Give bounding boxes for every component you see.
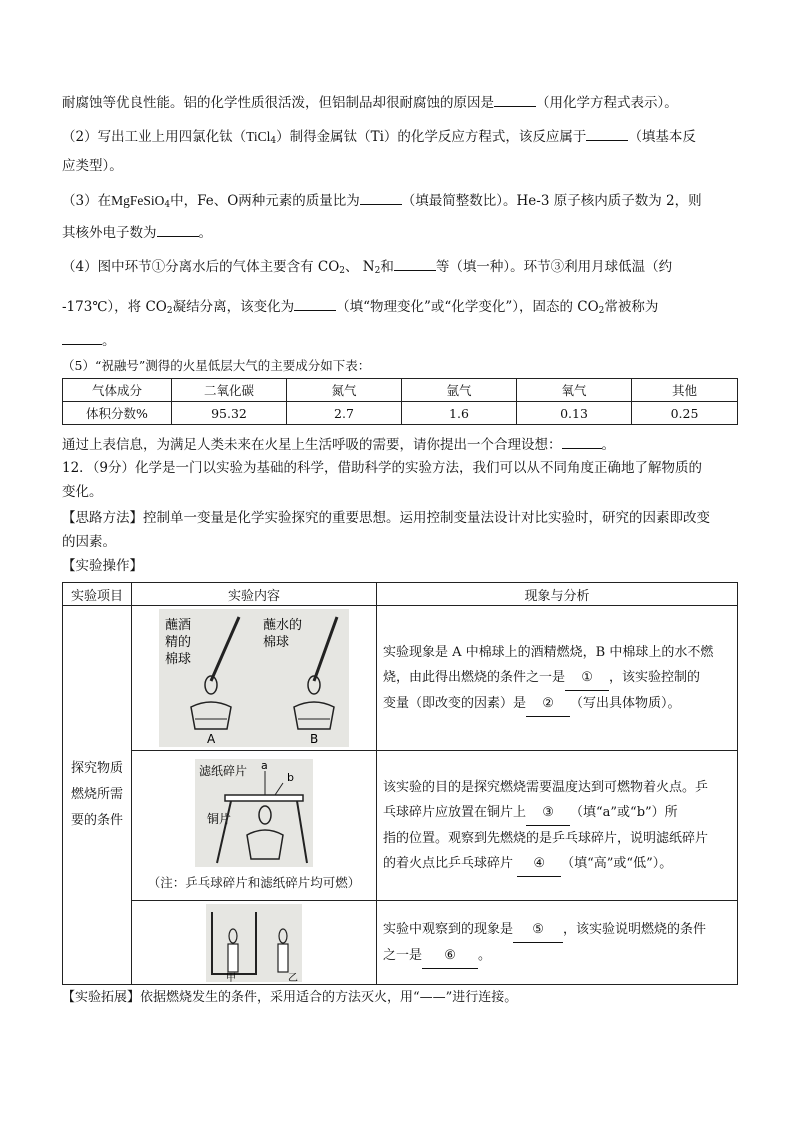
experiment-project-cell	[63, 606, 132, 985]
q11-p4-line2-post: （填“物理变化”或“化学变化”），固态的 CO	[336, 299, 599, 315]
answer-blank[interactable]: ⑤	[513, 917, 563, 943]
figure-cell	[132, 751, 377, 901]
answer-blank[interactable]	[62, 330, 102, 345]
q11-p5-after	[62, 434, 615, 455]
figure-cell	[132, 606, 377, 751]
table-cell: 95.32	[172, 402, 287, 425]
figure-label: b	[287, 771, 294, 784]
table-header: 氩气	[402, 379, 517, 402]
subscript: 2	[166, 306, 173, 316]
figure-cell	[132, 901, 377, 985]
analysis-line	[377, 665, 737, 691]
figure-caption: B	[310, 732, 319, 746]
period: 。	[601, 437, 615, 453]
answer-blank[interactable]	[562, 434, 602, 449]
candle-icon	[278, 944, 288, 972]
table-header: 二氧化碳	[172, 379, 287, 402]
analysis-text: （写出具体物质）。	[570, 695, 681, 711]
figure-label: 棉球	[165, 652, 192, 667]
q12-intro-line2: 变化。	[62, 484, 103, 500]
alcohol-lamp-cotton-figure	[159, 609, 349, 747]
q11-p4-line2-pre: -173℃），将 CO	[62, 299, 167, 315]
q11-p2-post: （填基本反	[628, 129, 696, 145]
figure-note: （注：乒乓球碎片和滤纸碎片均可燃）	[147, 875, 361, 890]
q11-p2-line2: 应类型）。	[62, 158, 123, 174]
analysis-text: 之一是	[383, 947, 423, 963]
q11-p4-mid2: 和	[380, 259, 394, 275]
project-text: 燃烧所需	[70, 787, 123, 802]
analysis-cell	[377, 751, 738, 901]
formula-ticl: TiCl	[246, 129, 271, 144]
table-row	[63, 606, 738, 751]
table-cell: 0.25	[632, 402, 738, 425]
analysis-text: ，该实验说明燃烧的条件	[563, 921, 707, 937]
analysis-line	[377, 943, 737, 969]
analysis-text: 该实验的目的是探究燃烧需要温度达到可燃物着火点。乒	[383, 779, 709, 795]
period: 。	[102, 333, 116, 349]
q12-operation-heading: 【实验操作】	[62, 558, 143, 574]
analysis-line	[377, 691, 737, 717]
answer-blank[interactable]	[294, 296, 336, 311]
subscript: 4	[164, 200, 171, 210]
project-text: 探究物质	[70, 761, 123, 776]
mars-atmosphere-table	[62, 378, 738, 425]
subscript: 2	[374, 266, 381, 276]
q11-p4-line2-end: 常被称为	[604, 299, 659, 315]
figure-label: 棉球	[263, 635, 290, 650]
q12-expand-line: 【实验拓展】依据燃烧发生的条件，采用适合的方法灭火，用“——”进行连接。	[62, 990, 518, 1005]
analysis-text: （填“a”或“b”）所	[570, 804, 678, 820]
figure-label: 滤纸碎片	[199, 764, 248, 778]
copper-plate-figure	[195, 759, 313, 867]
q11-p4-pre: （4）图中环节①分离水后的气体主要含有 CO	[62, 259, 340, 275]
analysis-text: 烧，由此得出燃烧的条件之一是	[383, 669, 566, 685]
analysis-line	[377, 851, 737, 877]
answer-blank[interactable]	[157, 222, 199, 237]
analysis-line	[377, 640, 737, 665]
figure-label: 铜片	[207, 812, 232, 826]
table-header-row	[63, 379, 738, 402]
project-text: 要的条件	[70, 813, 123, 828]
figure-label: 精的	[165, 635, 192, 650]
q12-intro-line1: 12．（9分）化学是一门以实验为基础的科学，借助科学的实验方法，我们可以从不同角度正确地了解物质的	[62, 460, 703, 476]
answer-blank[interactable]: ④	[517, 851, 561, 877]
analysis-line	[377, 917, 737, 943]
figure-label: 乙	[288, 972, 298, 982]
table-cell: 1.6	[402, 402, 517, 425]
table-row	[63, 901, 738, 985]
table-header: 气体成分	[63, 379, 172, 402]
q11-line1-hint: （用化学方程式表示）。	[536, 95, 678, 111]
table-cell: 2.7	[287, 402, 402, 425]
q11-p2-text: （2）写出工业上用四氯化钛（	[62, 129, 247, 145]
q11-p2-mid: ）制得金属钛（Ti）的化学反应方程式，该反应属于	[276, 129, 587, 145]
subscript: 2	[598, 306, 605, 316]
candle-icon	[228, 944, 238, 972]
answer-blank[interactable]: ②	[526, 691, 570, 717]
formula-mgfesio: MgFeSiO	[111, 193, 165, 208]
q11-p4-line2	[62, 296, 658, 317]
answer-blank[interactable]: ③	[526, 800, 570, 826]
analysis-text: 乓球碎片应放置在铜片上	[383, 804, 527, 820]
analysis-text: 指的位置。观察到先燃烧的是乒乓球碎片，说明滤纸碎片	[383, 830, 709, 846]
experiment-table	[62, 582, 738, 985]
table-header: 实验项目	[63, 583, 132, 606]
q11-p3-line2	[62, 222, 212, 243]
answer-blank[interactable]: ⑥	[422, 943, 478, 969]
q11-p4-line2-mid: 凝结分离，该变化为	[172, 299, 295, 315]
q11-line1-text: 耐腐蚀等优良性能。铝的化学性质很活泼，但铝制品却很耐腐蚀的原因是	[62, 95, 494, 111]
table-header: 氮气	[287, 379, 402, 402]
answer-blank[interactable]: ①	[565, 665, 609, 691]
figure-label: a	[261, 759, 268, 772]
table-cell: 体积分数%	[63, 402, 172, 425]
q11-p5-title: （5）“祝融号”测得的火星低层大气的主要成分如下表：	[62, 358, 371, 373]
q11-line1	[62, 92, 678, 113]
analysis-line	[377, 775, 737, 800]
q11-p3-pre: （3）在	[62, 193, 112, 209]
analysis-text: 的着火点比乒乓球碎片	[383, 855, 518, 871]
table-header-row	[63, 583, 738, 606]
analysis-text: 实验现象是 A 中棉球上的酒精燃烧，B 中棉球上的水不燃	[383, 644, 714, 660]
q11-p4-mid1: 、 N	[345, 259, 375, 275]
q11-p4-post: 等（填一种）。环节③利用月球低温（约	[435, 259, 673, 275]
q11-part2	[62, 126, 696, 147]
answer-blank[interactable]	[494, 92, 536, 107]
answer-blank[interactable]	[394, 256, 436, 271]
analysis-text: 实验中观察到的现象是	[383, 921, 514, 937]
q12-method-line2: 的因素。	[62, 534, 116, 550]
q11-p5-after-text: 通过上表信息，为满足人类未来在火星上生活呼吸的需要，请你提出一个合理设想：	[62, 437, 562, 453]
subscript: 4	[270, 136, 277, 146]
table-row	[63, 751, 738, 901]
candle-jar-figure	[206, 904, 302, 982]
analysis-cell	[377, 901, 738, 985]
analysis-text: 。	[478, 947, 492, 963]
table-header: 实验内容	[132, 583, 377, 606]
table-header: 其他	[632, 379, 738, 402]
analysis-text: 变量（即改变的因素）是	[383, 695, 527, 711]
figure-label: 蘸酒	[165, 618, 192, 633]
analysis-line	[377, 826, 737, 851]
answer-blank[interactable]	[586, 126, 628, 141]
table-row	[63, 402, 738, 425]
q11-p4-line3	[62, 330, 116, 351]
q12-method-line1: 【思路方法】控制单一变量是化学实验探究的重要思想。运用控制变量法设计对比实验时，研究的因素即改变	[62, 510, 710, 526]
copper-plate-icon	[225, 795, 303, 801]
q11-part4	[62, 256, 672, 277]
table-cell: 0.13	[517, 402, 632, 425]
period: 。	[198, 225, 212, 241]
answer-blank[interactable]	[360, 190, 402, 205]
q11-p3-mid: 中，Fe、O两种元素的质量比为	[170, 193, 360, 209]
q11-part3	[62, 190, 702, 211]
figure-caption: A	[207, 732, 216, 746]
subscript: 2	[339, 266, 346, 276]
analysis-text: ，该实验控制的	[609, 669, 701, 685]
table-header: 现象与分析	[377, 583, 738, 606]
q11-p3-post: （填最简整数比）。He-3 原子核内质子数为 2，则	[401, 193, 702, 209]
table-header: 氧气	[517, 379, 632, 402]
analysis-line	[377, 800, 737, 826]
analysis-cell	[377, 606, 738, 751]
q11-p3-line2-text: 其核外电子数为	[62, 225, 157, 241]
analysis-text: （填“高”或“低”）。	[561, 855, 673, 871]
figure-label: 蘸水的	[263, 618, 303, 633]
figure-label: 甲	[226, 972, 236, 982]
